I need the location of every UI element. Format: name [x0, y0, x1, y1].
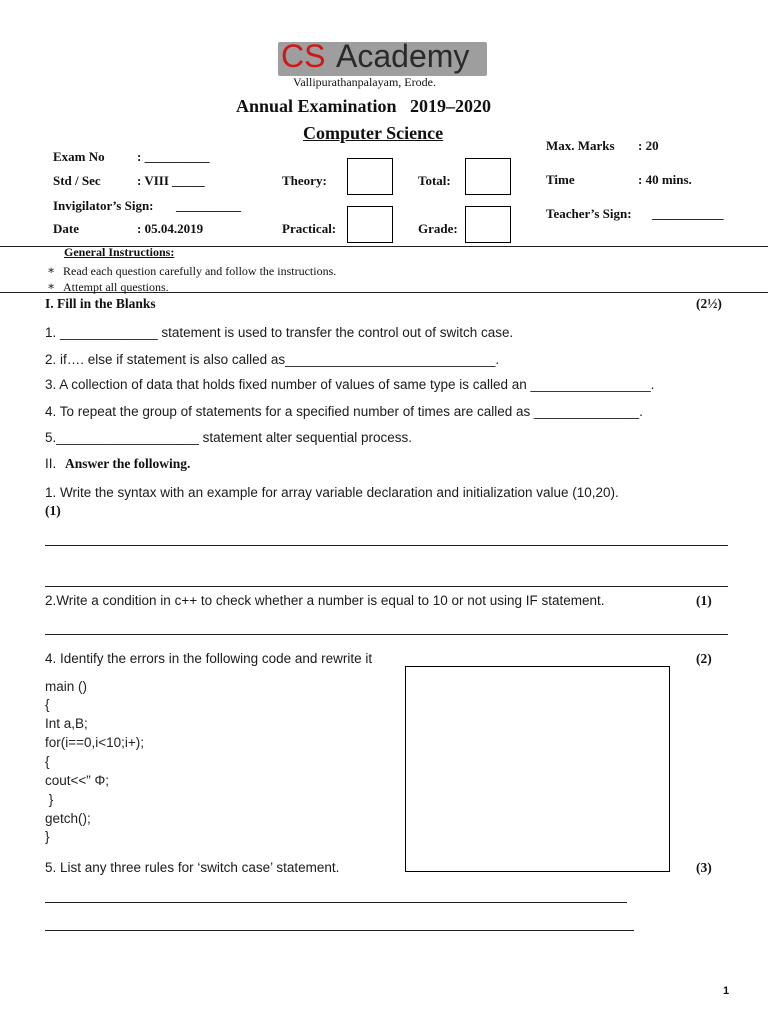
code-line: main (): [45, 679, 88, 694]
bullet-icon: ∗: [47, 279, 56, 293]
section-2-title: Answer the following.: [65, 456, 191, 471]
answer-box: [405, 666, 670, 872]
instruction-item: Attempt all questions.: [63, 280, 169, 294]
question-4-marks: (2): [696, 651, 712, 666]
teacher-sign-line: ___________: [652, 206, 724, 221]
practical-marks-box: [347, 206, 393, 243]
question-1-text: 1. Write the syntax with an example for array variable declaration and initialization value (10,20).: [45, 485, 619, 500]
instructions-heading: General Instructions:: [64, 245, 175, 259]
code-line: cout<<” Φ;: [45, 773, 110, 788]
theory-marks-box: [347, 158, 393, 195]
section-2-prefix: II.: [45, 456, 57, 471]
instruction-item: Read each question carefully and follow the instructions.: [63, 264, 337, 278]
practical-label: Practical:: [282, 221, 337, 236]
total-label: Total:: [418, 173, 451, 188]
logo-cs-text: CS: [281, 38, 326, 74]
answer-line: [45, 586, 728, 587]
fill-blank-question: 4. To repeat the group of statements for a specified number of times are called as ______________.: [45, 404, 643, 419]
fill-blank-question: 5.___________________ statement alter sequential process.: [45, 430, 413, 445]
std-label: Std / Sec: [53, 173, 101, 188]
grade-label: Grade:: [418, 221, 458, 236]
school-address: Vallipurathanpalayam, Erode.: [293, 75, 436, 89]
question-5-marks: (3): [696, 860, 712, 875]
logo-academy-text: Academy: [336, 38, 470, 74]
academy-logo: [278, 38, 487, 76]
code-line: }: [45, 792, 54, 807]
max-marks-value: : 20: [638, 138, 659, 153]
code-line: getch();: [45, 811, 91, 826]
theory-label: Theory:: [282, 173, 327, 188]
fill-blank-question: 1. _____________ statement is used to transfer the control out of switch case.: [45, 325, 514, 340]
exam-title: Annual Examination 2019–2020: [236, 96, 492, 116]
question-1-marks: (1): [45, 503, 61, 518]
question-2-marks: (1): [696, 593, 712, 608]
date-label: Date: [53, 221, 79, 236]
code-line: {: [45, 697, 50, 712]
exam-no-label: Exam No: [53, 149, 105, 164]
fill-blank-question: 3. A collection of data that holds fixed number of values of same type is called an ________________.: [45, 377, 655, 392]
question-4-text: 4. Identify the errors in the following code and rewrite it: [45, 651, 373, 666]
std-value: : VIII _____: [137, 173, 205, 188]
bullet-icon: ∗: [47, 263, 56, 277]
fill-blank-question: 2. if…. else if statement is also called as____________________________.: [45, 352, 500, 367]
code-line: Int a,B;: [45, 716, 88, 731]
question-5-text: 5. List any three rules for ‘switch case’ statement.: [45, 860, 340, 875]
date-value: : 05.04.2019: [137, 221, 204, 236]
code-line: }: [45, 829, 50, 844]
time-label: Time: [546, 172, 575, 187]
answer-line: [45, 930, 634, 931]
code-line: {: [45, 754, 50, 769]
invigilator-sign-line: __________: [176, 198, 241, 213]
answer-line: [45, 902, 627, 903]
total-marks-box: [465, 158, 511, 195]
question-2-text: 2.Write a condition in c++ to check whether a number is equal to 10 or not using IF statement.: [45, 593, 605, 608]
section-1-marks: (2½): [696, 296, 722, 311]
grade-box: [465, 206, 511, 243]
answer-line: [45, 545, 728, 546]
page-number: 1: [723, 985, 730, 997]
teacher-sign-label: Teacher’s Sign:: [546, 206, 632, 221]
subject-title: Computer Science: [303, 123, 444, 143]
time-value: : 40 mins.: [638, 172, 692, 187]
answer-line: [45, 634, 728, 635]
invigilator-label: Invigilator’s Sign:: [53, 198, 154, 213]
exam-no-value: : __________: [137, 149, 210, 164]
max-marks-label: Max. Marks: [546, 138, 615, 153]
section-1-title: I. Fill in the Blanks: [45, 296, 156, 311]
code-line: for(i==0,i<10;i+);: [45, 735, 145, 750]
